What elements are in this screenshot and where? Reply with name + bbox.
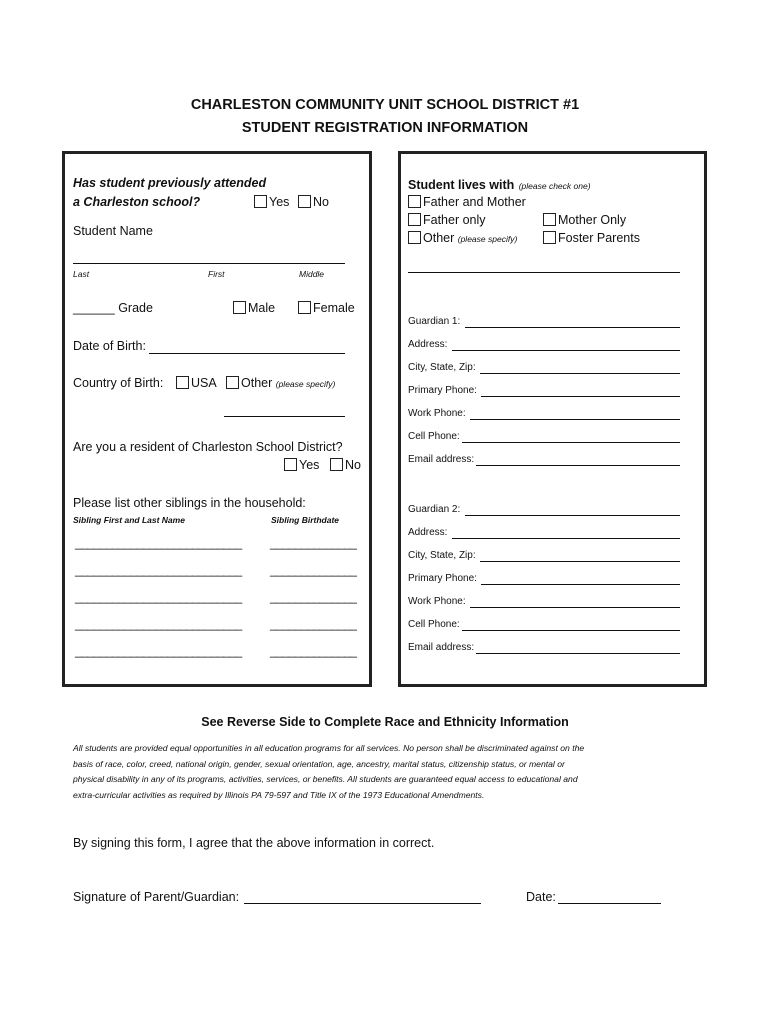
sibling-birthdate-field[interactable]: ______________ bbox=[270, 617, 357, 631]
mother-only-option[interactable]: Mother Only bbox=[543, 213, 626, 227]
checkbox-icon[interactable] bbox=[233, 301, 246, 314]
father-and-mother-option[interactable]: Father and Mother bbox=[408, 195, 526, 209]
guardian2-work-phone-line[interactable] bbox=[470, 607, 680, 608]
sibling-name-field[interactable]: ___________________________ bbox=[75, 536, 242, 550]
guardian1-email-label: Email address: bbox=[408, 454, 475, 465]
female-option[interactable]: Female bbox=[298, 301, 355, 315]
dob-label: Date of Birth: bbox=[73, 339, 146, 353]
guardian2-cell-phone-line[interactable] bbox=[462, 630, 680, 631]
guardian2-email-line[interactable] bbox=[476, 653, 680, 654]
sibling-name-field[interactable]: ___________________________ bbox=[75, 590, 242, 604]
equal-opportunity-statement: All students are provided equal opportunities in all education programs for all services. No person shall be discriminated against on the basis of race, color, creed, national origin, gender, sexual orientation, age, ancestry, marital status, citizenship status, or mental or physical disability in any of its programs, activities, services, or benefits. All students are guaranteed equal access to educational and extra-curricular activities as required by Illinois PA 79-597 and Title IX of the 1973 Educational Amendments. bbox=[73, 743, 585, 800]
checkbox-icon[interactable] bbox=[330, 458, 343, 471]
country-label: Country of Birth: bbox=[73, 376, 164, 390]
guardian1-line[interactable] bbox=[465, 327, 680, 328]
sibling-birthdate-field[interactable]: ______________ bbox=[270, 644, 357, 658]
male-option[interactable]: Male bbox=[233, 301, 275, 315]
guardian2-city-label: City, State, Zip: bbox=[408, 550, 476, 561]
student-name-label: Student Name bbox=[73, 224, 153, 238]
sibling-birthdate-field[interactable]: ______________ bbox=[270, 590, 357, 604]
guardian2-primary-phone-label: Primary Phone: bbox=[408, 573, 477, 584]
resident-no[interactable]: No bbox=[330, 458, 361, 472]
guardian1-cell-phone-label: Cell Phone: bbox=[408, 431, 460, 442]
other-country-line[interactable] bbox=[224, 416, 345, 417]
student-name-line[interactable] bbox=[73, 263, 345, 264]
guardian1-primary-phone-line[interactable] bbox=[481, 396, 680, 397]
guardian1-city-label: City, State, Zip: bbox=[408, 362, 476, 373]
guardian2-email-label: Email address: bbox=[408, 642, 475, 653]
checkbox-icon[interactable] bbox=[298, 301, 311, 314]
sibling-birthdate-field[interactable]: ______________ bbox=[270, 536, 357, 550]
guardian1-city-line[interactable] bbox=[480, 373, 680, 374]
other-country-option[interactable]: Other (please specify) bbox=[226, 376, 335, 390]
middle-name-label: Middle bbox=[299, 269, 325, 279]
checkbox-icon[interactable] bbox=[543, 213, 556, 226]
resident-question: Are you a resident of Charleston School District? bbox=[73, 440, 343, 454]
checkbox-icon[interactable] bbox=[254, 195, 267, 208]
form-subtitle: STUDENT REGISTRATION INFORMATION bbox=[241, 120, 529, 136]
checkbox-icon[interactable] bbox=[176, 376, 189, 389]
checkbox-icon[interactable] bbox=[226, 376, 239, 389]
reverse-side-note: See Reverse Side to Complete Race and Ethnicity Information bbox=[201, 715, 569, 729]
prev-attended-yes[interactable]: Yes bbox=[254, 195, 289, 209]
signature-label: Signature of Parent/Guardian: bbox=[73, 890, 240, 904]
siblings-question: Please list other siblings in the household: bbox=[73, 496, 306, 510]
other-living-option[interactable]: Other (please specify) bbox=[408, 231, 517, 245]
sibling-name-field[interactable]: ___________________________ bbox=[75, 563, 242, 577]
guardian1-work-phone-line[interactable] bbox=[470, 419, 680, 420]
father-only-option[interactable]: Father only bbox=[408, 213, 486, 227]
guardian2-address-line[interactable] bbox=[452, 538, 680, 539]
signature-line[interactable] bbox=[244, 903, 481, 904]
guardian2-cell-phone-label: Cell Phone: bbox=[408, 619, 460, 630]
prev-attended-no[interactable]: No bbox=[298, 195, 329, 209]
usa-option[interactable]: USA bbox=[176, 376, 217, 390]
checkbox-icon[interactable] bbox=[298, 195, 311, 208]
last-name-label: Last bbox=[73, 269, 90, 279]
date-line[interactable] bbox=[558, 903, 661, 904]
first-name-label: First bbox=[208, 269, 225, 279]
other-living-line[interactable] bbox=[408, 272, 680, 273]
guardian1-label: Guardian 1: bbox=[408, 316, 461, 327]
dob-line[interactable] bbox=[149, 353, 345, 354]
guardian2-label: Guardian 2: bbox=[408, 504, 461, 515]
prev-attended-question-1: Has student previously attended bbox=[73, 176, 267, 190]
agreement-text: By signing this form, I agree that the above information in correct. bbox=[73, 836, 435, 850]
checkbox-icon[interactable] bbox=[543, 231, 556, 244]
guardian1-address-line[interactable] bbox=[452, 350, 680, 351]
guardian1-work-phone-label: Work Phone: bbox=[408, 408, 466, 419]
guardian2-address-label: Address: bbox=[408, 527, 448, 538]
form-title: CHARLESTON COMMUNITY UNIT SCHOOL DISTRICT #1 bbox=[190, 97, 580, 113]
guardian1-address-label: Address: bbox=[408, 339, 448, 350]
guardian2-work-phone-label: Work Phone: bbox=[408, 596, 466, 607]
grade-field[interactable]: ______ Grade bbox=[73, 301, 153, 315]
guardian1-email-line[interactable] bbox=[476, 465, 680, 466]
guardian1-cell-phone-line[interactable] bbox=[462, 442, 680, 443]
sibling-name-header: Sibling First and Last Name bbox=[73, 515, 185, 525]
sibling-birthdate-field[interactable]: ______________ bbox=[270, 563, 357, 577]
checkbox-icon[interactable] bbox=[408, 231, 421, 244]
checkbox-icon[interactable] bbox=[408, 213, 421, 226]
guardian2-city-line[interactable] bbox=[480, 561, 680, 562]
checkbox-icon[interactable] bbox=[408, 195, 421, 208]
sibling-name-field[interactable]: ___________________________ bbox=[75, 644, 242, 658]
resident-yes[interactable]: Yes bbox=[284, 458, 319, 472]
guardian2-line[interactable] bbox=[465, 515, 680, 516]
guardian2-primary-phone-line[interactable] bbox=[481, 584, 680, 585]
guardian1-primary-phone-label: Primary Phone: bbox=[408, 385, 477, 396]
prev-attended-question-2: a Charleston school? bbox=[73, 195, 201, 209]
foster-parents-option[interactable]: Foster Parents bbox=[543, 231, 640, 245]
lives-with-heading: Student lives with (please check one) bbox=[408, 178, 591, 192]
date-label: Date: bbox=[526, 890, 556, 904]
checkbox-icon[interactable] bbox=[284, 458, 297, 471]
sibling-name-field[interactable]: ___________________________ bbox=[75, 617, 242, 631]
sibling-birthdate-header: Sibling Birthdate bbox=[271, 515, 339, 525]
